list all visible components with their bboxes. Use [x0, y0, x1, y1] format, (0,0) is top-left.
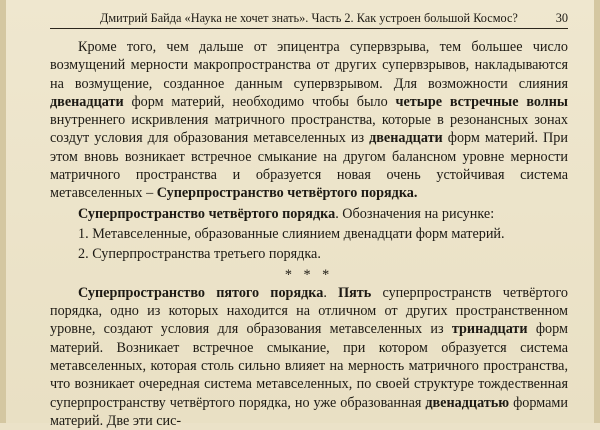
text-run: форм материй, необходимо чтобы было: [123, 93, 396, 110]
legend-item-2: 2. Суперпространства третьего порядка.: [78, 246, 321, 263]
body-text: [50, 38, 568, 430]
bold-run: тринадцати: [451, 321, 528, 338]
bold-run: четыре встречные волны: [395, 93, 568, 110]
caption-title: Суперпространство четвёртого порядка: [78, 205, 336, 222]
text-run: форм материй. Возникает встречное смыкание, при котором образуется система метавселенных, которая столь сильно влияет на мерность матричного пространства, что возникает очередная система метавселенных, по своей структуре тождественная суперпространству четвёртого порядка, но уже образованная: [50, 321, 568, 411]
bold-run: двенадцатью: [425, 394, 510, 411]
bold-run: двенадцати: [369, 130, 443, 147]
caption-text: . Обозначения на рисунке:: [335, 205, 495, 222]
section-separator: * * *: [284, 266, 334, 283]
text-run: .: [323, 284, 339, 301]
text-run: суперпространств четвёртого порядка, одно из которых находится на отличном от других пространственном уровне, создают условия для образования метавселенных из: [50, 284, 569, 338]
bold-run: двенадцати: [50, 93, 124, 110]
legend-item-1: 1. Метавселенные, образованные слиянием двенадцати форм материй.: [78, 225, 505, 242]
bold-run: Суперпространство пятого порядка: [78, 284, 324, 301]
paragraph-2: [50, 284, 568, 430]
header-rule: [50, 28, 568, 29]
header-title: Дмитрий Байда «Наука не хочет знать». Часть 2. Как устроен большой Космос?: [100, 11, 518, 25]
page-number: 30: [555, 11, 568, 25]
text-run: форм материй. При этом вновь возникает встречное смыкание на другом балансном уровне мерности матричного пространства и образуется новая очень устойчивая система метавселенных –: [50, 130, 568, 202]
paragraph-1: [50, 38, 568, 203]
text-run: формами материй. Две эти сис-: [50, 394, 568, 429]
running-header: [100, 10, 568, 28]
figure-caption: [50, 205, 568, 223]
text-run: внутреннего искривления матричного пространства, которые в резонансных зонах создут условия для образования метавселенных из: [50, 112, 568, 147]
bold-run: Пять: [338, 284, 372, 301]
bold-run: Суперпространство четвёртого порядка.: [156, 185, 418, 202]
text-run: Кроме того, чем дальше от эпицентра супервзрыва, тем большее число возмущений мерности макропространства от других супервзрывов, накладываются на возмущение, созданное данным супервзрывом. Для возможности слияния: [50, 39, 568, 92]
